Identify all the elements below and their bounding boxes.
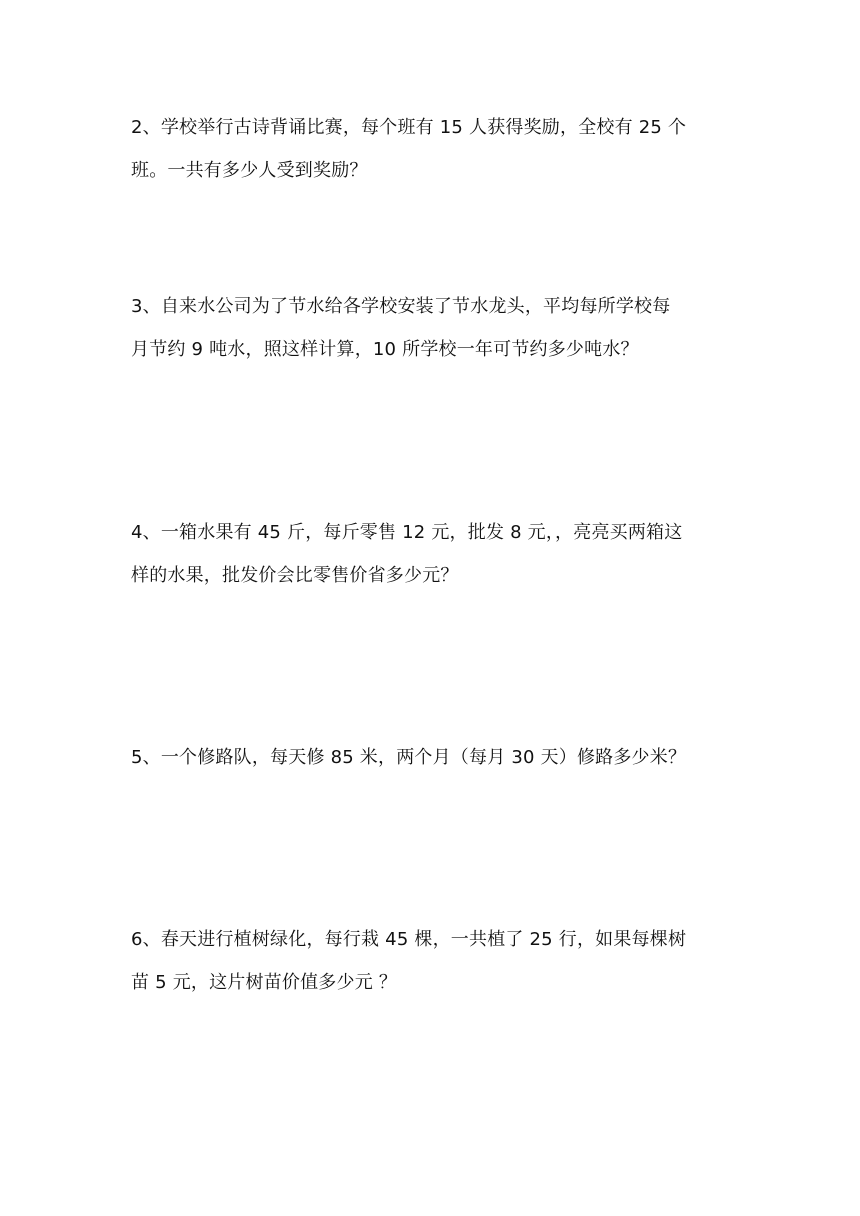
question-2 [131, 106, 734, 192]
question-5 [131, 736, 734, 779]
question-6 [131, 918, 734, 1004]
question-line: 5、一个修路队，每天修 85 米，两个月（每月 30 天）修路多少米？ [131, 747, 687, 768]
question-line: 6、春天进行植树绿化，每行栽 45 棵，一共植了 25 行，如果每棵树 [131, 929, 687, 950]
question-line: 苗 5 元，这片树苗价值多少元 ？ [131, 972, 398, 993]
question-4 [131, 511, 734, 597]
question-line: 月节约 9 吨水，照这样计算，10 所学校一年可节约多少吨水？ [131, 339, 639, 360]
question-line: 4、一箱水果有 45 斤，每斤零售 12 元，批发 8 元，，亮亮买两箱这 [131, 522, 683, 543]
question-3 [131, 285, 734, 371]
question-line: 样的水果，批发价会比零售价省多少元？ [131, 565, 459, 586]
question-line: 3、自来水公司为了节水给各学校安装了节水龙头，平均每所学校每 [131, 296, 671, 317]
question-line: 2、学校举行古诗背诵比赛，每个班有 15 人获得奖励，全校有 25 个 [131, 117, 687, 138]
question-line: 班。一共有多少人受到奖励？ [131, 160, 368, 181]
